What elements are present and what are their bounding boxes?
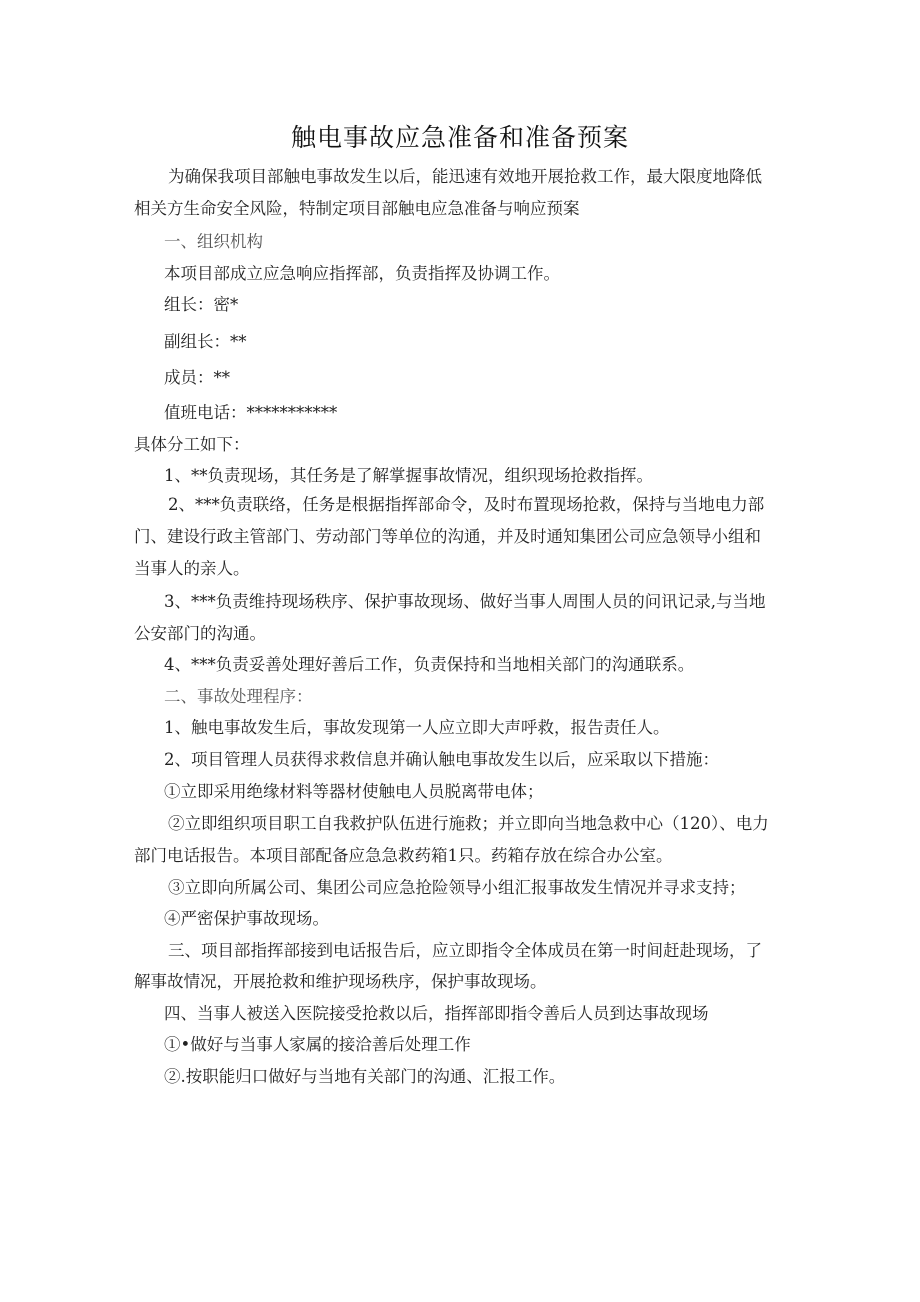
measure-1: ①立即采用绝缘材料等器材使触电人员脱离带电体； xyxy=(164,782,544,801)
step-1: 1、触电事故发生后，事故发现第一人应立即大声呼救，报告责任人。 xyxy=(164,718,670,737)
measure-2-line-1: ②立即组织项目职工自我救护队伍进行施救；并立即向当地急救中心（120）、电力 xyxy=(168,814,769,833)
duty-3-line-2: 公安部门的沟通。 xyxy=(134,624,266,643)
intro-line-2: 相关方生命安全风险，特制定项目部触电应急准备与响应预案 xyxy=(134,199,580,218)
document-title: 触电事故应急准备和准备预案 xyxy=(290,123,629,152)
duty-2-line-3: 当事人的亲人。 xyxy=(134,559,250,578)
division-line: 具体分工如下： xyxy=(134,435,250,454)
intro-line-1: 为确保我项目部触电事故发生以后，能迅速有效地开展抢救工作，最大限度地降低 xyxy=(168,167,762,186)
section4-line-1: 四、当事人被送入医院接受抢救以后，指挥部即指令善后人员到达事故现场 xyxy=(164,1004,709,1023)
duty-2-line-1: 2、***负责联络，任务是根据指挥部命令，及时布置现场抢救，保持与当地电力部 xyxy=(168,495,765,514)
section2-heading: 二、事故处理程序： xyxy=(164,687,313,706)
duty-2-line-2: 门、建设行政主管部门、劳动部门等单位的沟通，并及时通知集团公司应急领导小组和 xyxy=(134,527,761,546)
section1-heading: 一、组织机构 xyxy=(164,232,263,251)
members-line: 成员：** xyxy=(164,368,230,387)
duty-3-line-1: 3、***负责维持现场秩序、保护事故现场、做好当事人周围人员的问讯记录,与当地 xyxy=(164,592,766,611)
section4-item-1: ①•做好与当事人家属的接洽善后处理工作 xyxy=(164,1035,471,1054)
section1-desc: 本项目部成立应急响应指挥部，负责指挥及协调工作。 xyxy=(164,264,560,283)
deputy-line: 副组长：** xyxy=(164,332,247,351)
section3-line-1: 三、项目部指挥部接到电话报告后，应立即指令全体成员在第一时间赶赴现场，了 xyxy=(168,941,762,960)
section4-item-2: ②.按职能归口做好与当地有关部门的沟通、汇报工作。 xyxy=(164,1067,566,1086)
measure-4: ④严密保护事故现场。 xyxy=(164,909,329,928)
section3-line-2: 解事故情况，开展抢救和维护现场秩序，保护事故现场。 xyxy=(134,972,547,991)
duty-1: 1、**负责现场，其任务是了解掌握事故情况，组织现场抢救指挥。 xyxy=(164,466,653,485)
measure-3: ③立即向所属公司、集团公司应急抢险领导小组汇报事故发生情况并寻求支持； xyxy=(168,878,746,897)
duty-4: 4、***负责妥善处理好善后工作，负责保持和当地相关部门的沟通联系。 xyxy=(164,655,695,674)
measure-2-line-2: 部门电话报告。本项目部配备应急急救药箱1只。药箱存放在综合办公室。 xyxy=(134,846,673,865)
phone-line: 值班电话：*********** xyxy=(164,403,338,422)
leader-line: 组长：密* xyxy=(164,295,239,314)
step-2: 2、项目管理人员获得求救信息并确认触电事故发生以后，应采取以下措施： xyxy=(164,750,719,769)
